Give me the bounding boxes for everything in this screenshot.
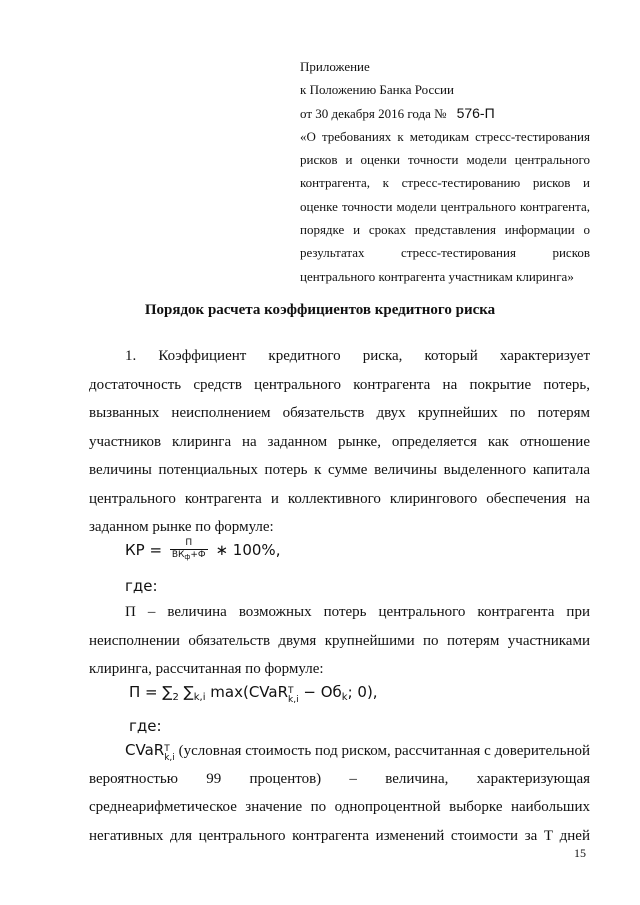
formula-lhs: КР = [125, 541, 163, 559]
formula-losses [129, 683, 378, 705]
paragraph-2 [89, 598, 590, 684]
denominator-main: ВК [171, 550, 185, 560]
paragraph-line: негативных для центрального контрагента изменений стоимости за Т дней [89, 827, 590, 844]
paragraph-line: величины потенциальных потерь к сумме величины выделенного капитала [89, 462, 590, 478]
formula-fraction [170, 538, 208, 563]
paragraph-line-rest: (условная стоимость под риском, рассчитанная с доверительной [178, 743, 590, 759]
cvar-subscript: k,i [288, 695, 299, 705]
paragraph-1 [89, 342, 590, 542]
formula-credit-risk [125, 538, 280, 563]
denominator-tail: +Ф [190, 550, 206, 560]
fraction-denominator [170, 550, 208, 563]
paragraph-line: вызванных неисполнением обязательств двух крупнейших по потерям [89, 405, 590, 421]
collateral-subscript: k [341, 692, 348, 703]
appendix-header [300, 55, 590, 288]
appendix-line: «О требованиях к методикам стресс-тестирования [300, 128, 590, 144]
paragraph-line: П – величина возможных потерь центрального контрагента при [125, 604, 590, 620]
cvar-term-text: CVaR [125, 741, 165, 759]
cvar-term-subscript: k,i [164, 753, 175, 763]
paragraph-3 [89, 736, 590, 850]
where-label-2: где: [129, 717, 162, 735]
cvar-indices [288, 687, 299, 705]
denominator-subscript: ф [184, 553, 191, 561]
where-label-1: где: [125, 577, 158, 595]
max-open: max(CVaR [210, 683, 289, 701]
minus-collateral: − Об [303, 683, 342, 701]
cvar-superscript: T [288, 686, 294, 696]
formula-tail: ∗ 100%, [215, 541, 281, 559]
max-close: ; 0), [347, 683, 378, 701]
cvar-term-superscript: T [164, 744, 170, 754]
appendix-line: контрагента, к стресс-тестированию рисков и [300, 175, 590, 191]
paragraph-line: неисполнении обязательств двумя крупнейшими по потерям участниками [89, 632, 590, 649]
appendix-line: центрального контрагента участникам клиринга» [300, 268, 574, 284]
paragraph-line [89, 736, 590, 765]
cvar-term-indices [164, 745, 175, 763]
paragraph-line: центрального контрагента и коллективного клирингового обеспечения на [89, 490, 590, 507]
paragraph-line: участников клиринга на заданном рынке, определяется как отношение [89, 433, 590, 450]
sum-subscript: 2 [172, 692, 179, 703]
appendix-line: оценке точности модели центрального контрагента, [300, 198, 590, 214]
appendix-line: рисков и оценки точности модели центрального [300, 152, 590, 168]
paragraph-line: среднеарифметическое значение по однопроцентной выборке наибольших [89, 799, 590, 815]
paragraph-line: клиринга, рассчитанная по формуле: [89, 661, 324, 677]
fraction-numerator: П [170, 538, 208, 550]
sum-symbol: ∑ [183, 683, 194, 701]
appendix-date-text: от 30 декабря 2016 года № [300, 105, 447, 121]
page-number: 15 [574, 846, 586, 860]
formula-lhs: П = ∑ [129, 683, 173, 701]
paragraph-line: вероятностью 99 процентов) – величина, характеризующая [89, 770, 590, 787]
appendix-line: результатах стресс-тестирования рисков [300, 245, 590, 261]
appendix-line: порядке и сроках представления информации о [300, 222, 590, 238]
appendix-label: Приложение [300, 59, 370, 74]
section-title: Порядок расчета коэффициентов кредитного риска [144, 302, 496, 318]
paragraph-line: достаточность средств центрального контрагента на покрытие потерь, [89, 376, 590, 393]
paragraph-line: заданном рынке по формуле: [89, 519, 274, 535]
cvar-term [125, 741, 175, 763]
appendix-regulation: к Положению Банка России [300, 82, 454, 98]
appendix-date [300, 102, 590, 125]
sum-subscript: k,i [193, 692, 206, 703]
appendix-number: 576-П [456, 104, 495, 121]
paragraph-line: 1. Коэффициент кредитного риска, который характеризует [125, 348, 590, 364]
